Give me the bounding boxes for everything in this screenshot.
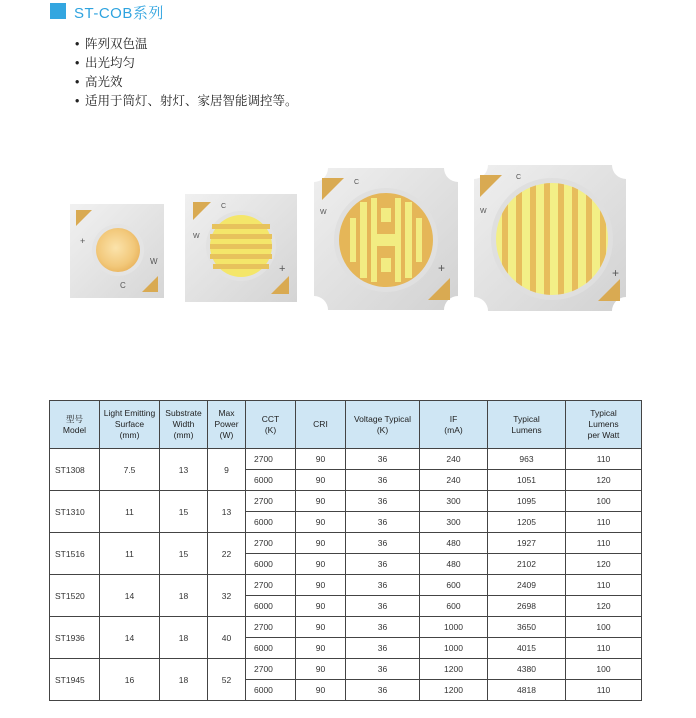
if-cell: 1000 xyxy=(420,638,488,659)
lumens-cell: 1927 xyxy=(488,533,566,554)
cct-cell: 6000 xyxy=(246,470,296,491)
surface-cell: 14 xyxy=(100,575,160,617)
svg-text:W: W xyxy=(480,208,487,215)
width-cell: 18 xyxy=(160,617,208,659)
voltage-cell: 36 xyxy=(346,659,420,680)
cct-cell: 2700 xyxy=(246,575,296,596)
cct-cell: 2700 xyxy=(246,659,296,680)
feature-item: • 适用于筒灯、射灯、家居智能调控等。 xyxy=(75,94,298,108)
width-cell: 18 xyxy=(160,659,208,701)
cri-cell: 90 xyxy=(296,470,346,491)
table-row xyxy=(50,533,642,554)
if-cell: 1000 xyxy=(420,617,488,638)
voltage-cell: 36 xyxy=(346,575,420,596)
voltage-cell: 36 xyxy=(346,512,420,533)
model-cell: ST1520 xyxy=(50,575,100,617)
lpw-cell: 100 xyxy=(566,659,642,680)
column-header: Typical Lumens xyxy=(488,401,566,449)
lpw-cell: 110 xyxy=(566,575,642,596)
if-cell: 300 xyxy=(420,512,488,533)
cct-cell: 6000 xyxy=(246,638,296,659)
cri-cell: 90 xyxy=(296,596,346,617)
spec-table xyxy=(49,400,642,701)
voltage-cell: 36 xyxy=(346,617,420,638)
lumens-cell: 963 xyxy=(488,449,566,470)
column-header: Substrate Width (mm) xyxy=(160,401,208,449)
feature-item: • 出光均匀 xyxy=(75,56,136,70)
lumens-cell: 1205 xyxy=(488,512,566,533)
lumens-cell: 1095 xyxy=(488,491,566,512)
if-cell: 480 xyxy=(420,533,488,554)
cct-cell: 2700 xyxy=(246,617,296,638)
model-cell: ST1936 xyxy=(50,617,100,659)
power-cell: 22 xyxy=(208,533,246,575)
voltage-cell: 36 xyxy=(346,491,420,512)
lumens-cell: 4380 xyxy=(488,659,566,680)
table-row xyxy=(50,659,642,680)
voltage-cell: 36 xyxy=(346,638,420,659)
column-header: Voltage Typical (K) xyxy=(346,401,420,449)
feature-item: • 阵列双色温 xyxy=(75,37,148,51)
svg-text:C: C xyxy=(354,179,360,186)
power-cell: 13 xyxy=(208,491,246,533)
surface-cell: 11 xyxy=(100,491,160,533)
lumens-cell: 2698 xyxy=(488,596,566,617)
cct-cell: 6000 xyxy=(246,680,296,701)
column-header: CRI xyxy=(296,401,346,449)
svg-text:+: + xyxy=(438,261,446,275)
lpw-cell: 120 xyxy=(566,596,642,617)
if-cell: 240 xyxy=(420,470,488,491)
lumens-cell: 2409 xyxy=(488,575,566,596)
cct-cell: 2700 xyxy=(246,491,296,512)
surface-cell: 14 xyxy=(100,617,160,659)
surface-cell: 7.5 xyxy=(100,449,160,491)
if-cell: 1200 xyxy=(420,680,488,701)
voltage-cell: 36 xyxy=(346,680,420,701)
cri-cell: 90 xyxy=(296,491,346,512)
lpw-cell: 110 xyxy=(566,449,642,470)
cri-cell: 90 xyxy=(296,659,346,680)
table-header-row xyxy=(50,401,642,449)
cob-chip-photo-1 xyxy=(70,204,164,298)
lumens-cell: 2102 xyxy=(488,554,566,575)
column-header: CCT (K) xyxy=(246,401,296,449)
width-cell: 15 xyxy=(160,533,208,575)
cri-cell: 90 xyxy=(296,617,346,638)
if-cell: 240 xyxy=(420,449,488,470)
cri-cell: 90 xyxy=(296,533,346,554)
svg-text:C: C xyxy=(516,174,522,181)
lpw-cell: 120 xyxy=(566,554,642,575)
lpw-cell: 110 xyxy=(566,680,642,701)
model-cell: ST1310 xyxy=(50,491,100,533)
svg-text:C: C xyxy=(221,203,227,210)
column-header: Light Emitting Surface (mm) xyxy=(100,401,160,449)
svg-text:W: W xyxy=(320,209,327,216)
width-cell: 18 xyxy=(160,575,208,617)
width-cell: 15 xyxy=(160,491,208,533)
if-cell: 1200 xyxy=(420,659,488,680)
lpw-cell: 110 xyxy=(566,512,642,533)
surface-cell: 16 xyxy=(100,659,160,701)
power-cell: 40 xyxy=(208,617,246,659)
power-cell: 52 xyxy=(208,659,246,701)
lpw-cell: 110 xyxy=(566,533,642,554)
section-title: ST-COB系列 xyxy=(74,5,164,22)
lpw-cell: 100 xyxy=(566,617,642,638)
svg-text:C: C xyxy=(120,281,126,290)
lumens-cell: 4818 xyxy=(488,680,566,701)
column-header: 型号 Model xyxy=(50,401,100,449)
feature-item: • 高光效 xyxy=(75,75,123,89)
voltage-cell: 36 xyxy=(346,449,420,470)
cct-cell: 2700 xyxy=(246,533,296,554)
if-cell: 300 xyxy=(420,491,488,512)
lpw-cell: 120 xyxy=(566,470,642,491)
product-photos xyxy=(0,160,696,320)
voltage-cell: 36 xyxy=(346,533,420,554)
model-cell: ST1516 xyxy=(50,533,100,575)
svg-text:+: + xyxy=(80,236,86,246)
svg-text:+: + xyxy=(612,266,620,280)
lpw-cell: 110 xyxy=(566,638,642,659)
lumens-cell: 3650 xyxy=(488,617,566,638)
model-cell: ST1945 xyxy=(50,659,100,701)
cob-chip-photo-3 xyxy=(314,168,458,310)
voltage-cell: 36 xyxy=(346,470,420,491)
cct-cell: 6000 xyxy=(246,554,296,575)
svg-text:W: W xyxy=(193,233,200,240)
cri-cell: 90 xyxy=(296,638,346,659)
power-cell: 9 xyxy=(208,449,246,491)
voltage-cell: 36 xyxy=(346,596,420,617)
section-title-marker xyxy=(50,3,66,19)
cri-cell: 90 xyxy=(296,512,346,533)
cob-chip-photo-4 xyxy=(474,165,626,311)
if-cell: 600 xyxy=(420,575,488,596)
cct-cell: 6000 xyxy=(246,596,296,617)
lpw-cell: 100 xyxy=(566,491,642,512)
column-header: IF (mA) xyxy=(420,401,488,449)
table-row xyxy=(50,449,642,470)
svg-text:W: W xyxy=(150,257,158,266)
table-row xyxy=(50,491,642,512)
table-row xyxy=(50,617,642,638)
model-cell: ST1308 xyxy=(50,449,100,491)
voltage-cell: 36 xyxy=(346,554,420,575)
if-cell: 480 xyxy=(420,554,488,575)
column-header: Max Power (W) xyxy=(208,401,246,449)
svg-text:+: + xyxy=(279,263,286,275)
feature-list xyxy=(75,35,298,111)
column-header: Typical Lumens per Watt xyxy=(566,401,642,449)
cri-cell: 90 xyxy=(296,575,346,596)
surface-cell: 11 xyxy=(100,533,160,575)
table-row xyxy=(50,575,642,596)
cri-cell: 90 xyxy=(296,680,346,701)
cct-cell: 2700 xyxy=(246,449,296,470)
lumens-cell: 1051 xyxy=(488,470,566,491)
cob-chip-photo-2 xyxy=(185,194,297,302)
if-cell: 600 xyxy=(420,596,488,617)
lumens-cell: 4015 xyxy=(488,638,566,659)
cri-cell: 90 xyxy=(296,554,346,575)
width-cell: 13 xyxy=(160,449,208,491)
cct-cell: 6000 xyxy=(246,512,296,533)
cri-cell: 90 xyxy=(296,449,346,470)
power-cell: 32 xyxy=(208,575,246,617)
